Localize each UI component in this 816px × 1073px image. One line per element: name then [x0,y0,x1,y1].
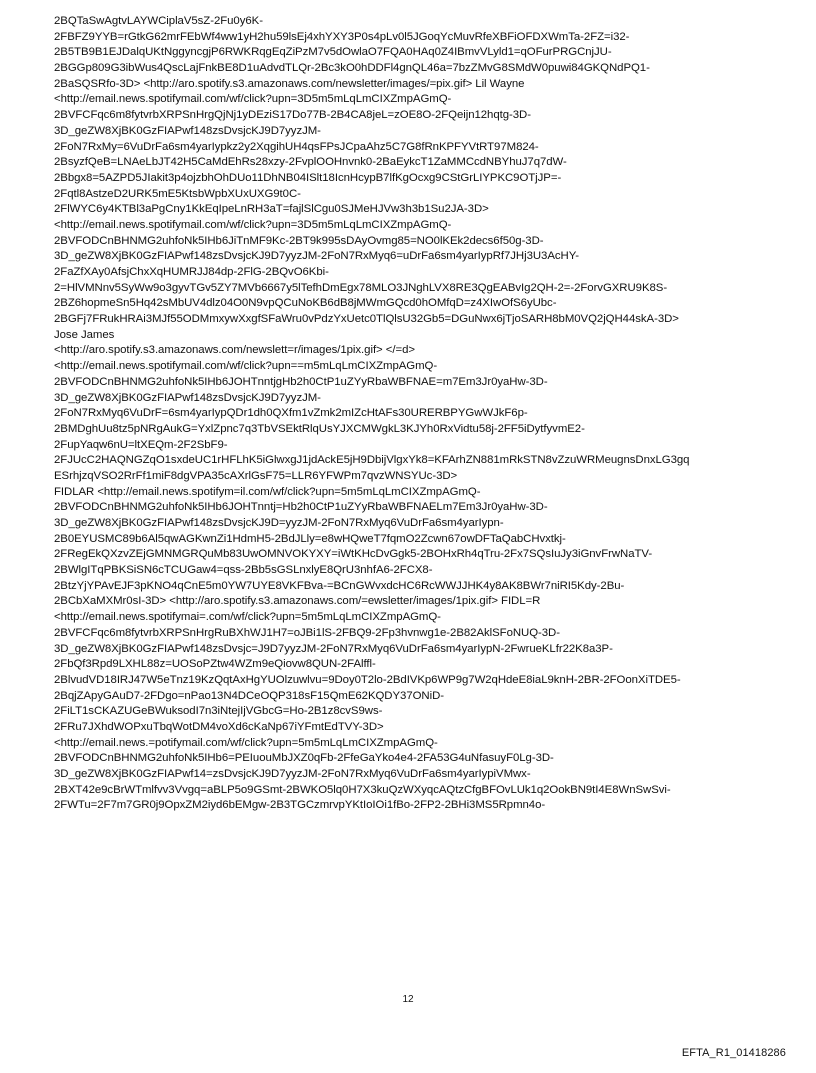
text-line: 2FupYaqw6nU=ltXEQm-2F2SbF9- [54,438,228,451]
text-line: 2FBFZ9YYB=rGtkG62mrFEbWf4ww1yH2hu59lsEj4xhYXY3P0s4pLv0l5JGoqYcMuvRfeXBFiOFDXWmTa-2FZ=i32- [54,30,630,43]
text-line: <http://email.news.spotifymail.com/wf/click?upn=3D5m5mLqLmCIXZmpAGmQ- [54,218,452,231]
page-number: 12 [402,994,414,1005]
text-line: 3D_geZW8XjBK0GzFIAPwf148zsDvsjcKJ9D7yyzJM- [54,124,321,137]
text-line: 2FiLT1sCKAZUGeBWuksodI7n3iNtejIjVGbcG=Ho-2B1z8cvS9ws- [54,705,383,718]
text-line: 2BVFODCnBHNMG2uhfoNk5IHb6=PEIuouMbJXZ0qFb-2FfeGaYko4e4-2FA53G4uNfasuyF0Lg-3D- [54,752,554,765]
text-line: 2BaSQSRfo-3D> <http://aro.spotify.s3.amazonaws.com/newsletter/images/=pix.gif> Lil Wayne [54,77,525,90]
text-line: <http://email.news.spotifymai=.com/wf/click?upn=5m5mLqLmCIXZmpAGmQ- [54,611,441,624]
text-line: Jose James [54,328,115,341]
text-line: 2BZ6hopmeSn5Hq42sMbUV4dlz04O0N9vpQCuNoKB6dB8jMWmGQcd0hOMfqD=z4XIwOfS6yUbc- [54,297,557,310]
text-line: 2Fqtl8AstzeD2URK5mE5KtsbWpbXUxUXG9t0C- [54,187,301,200]
text-line: FIDLAR <http://email.news.spotifym=il.com/wf/click?upn=5m5mLqLmCIXZmpAGmQ- [54,485,481,498]
text-line: 2BXT42e9cBrWTmlfvv3Vvgq=aBLP5o9GSmt-2BWKO5lq0H7X3kuQzWXyqcAQtzCfgBFOvLUk1q2OokBN9tI4E8WnSwSvi- [54,783,671,796]
text-line: 2FaZfXAy0AfsjChxXqHUMRJJ84dp-2FlG-2BQvO6Kbi- [54,266,329,278]
text-line: 2BVFODCnBHNMG2uhfoNk5IHb6JOHTnntj=Hb2h0CtP1uZYyRbaWBFNAELm7Em3Jr0yaHw-3D- [54,501,548,514]
text-line: 2BVFODCnBHNMG2uhfoNk5IHb6JOHTnntjgHb2h0CtP1uZYyRbaWBFNAE=m7Em3Jr0yaHw-3D- [54,375,548,388]
text-line: 3D_geZW8XjBK0GzFIAPwf148zsDvsjcKJ9D7yyzJM- [54,391,321,404]
text-line: <http://email.news.spotifymail.com/wf/click?upn=3D5m5mLqLmCIXZmpAGmQ- [54,93,452,106]
text-line: <http://email.news.spotifymail.com/wf/click?upn==m5mLqLmCIXZmpAGmQ- [54,360,438,373]
text-line: 2BMDghUu8tz5pNRgAukG=YxlZpnc7q3TbVSEktRlqUsYJXCMWgkL3KJYh0RxVidtu58j-2FF5iDytfyvmE2- [54,422,585,435]
text-line: 2BVFODCnBHNMG2uhfoNk5IHb6JiTnMF9Kc-2BT9k995sDAyOvmg85=NO0lKEk2decs6f50g-3D- [54,234,544,247]
text-line: 2FJUcC2HAQNGZqO1sxdeUC1rHFLhK5iGlwxgJ1jdAckE5jH9DbijVlgxYk8=KFArhZN881mRkSTN8vZzuWRMeugnsDnxLG3gq [54,454,690,467]
text-line: 2BWlgITqPBKSiSN6cTCUGaw4=qss-2Bb5sGSLnxlyE8QrU3nhfA6-2FCX8- [54,564,433,577]
text-line: 2BVFCFqc6m8fytvrbXRPSnHrgQjNj1yDEziS17Do77B-2B4CA8jeL=zOE8O-2FQeijn12hqtg-3D- [54,109,531,122]
text-line: 2BsyzfQeB=LNAeLbJT42H5CaMdEhRs28xzy-2FvplOOHnvnk0-2BaEykcT1ZaMMCcdNBYhuJ7q7dW- [54,156,567,169]
bates-number: EFTA_R1_01418286 [681,1047,786,1059]
text-line: 2=HlVMNnv5SyWw9o3gyvTGv5ZY7MVb6667y5lTefhDmEgx78MLO3JNghLVX8RE3QgEABvIg2QH-2=-2ForvGXRU9K8S- [54,281,668,294]
text-line: 2BlvudVD18IRJ47W5eTnz19KzQqtAxHgYUOlzuwlvu=9Doy0T2lo-2BdIVKp6WP9g7W2qHdeE8iaL9knH-2BR-2FOonXiTDE5- [54,673,681,686]
text-line: 3D_geZW8XjBK0GzFIAPwf148zsDvsjc=J9D7yyzJM-2FoN7RxMyq6VuDrFa6sm4yarIypN-2FwrueKLfr22K8a3P- [54,642,613,655]
text-line: 2B0EYUSMC89b6Al5qwAGKwnZi1HdmH5-2BdJLly=e8wHQweT7fqmO2Zcwn67owDFTaQabCHvxtkj- [54,532,566,545]
text-line: 2BCbXaMXMr0sI-3D> <http://aro.spotify.s3.amazonaws.com/=ewsletter/images/1pix.gif> FIDL=R [54,595,541,608]
text-line: 2FoN7RxMy=6VuDrFa6sm4yarIypkz2y2XqgihUH4qsFPsJCpaAhz5C7G8fRnKPFYVtRT97M824- [54,140,539,153]
text-line: 2FbQf3Rpd9LXHL88z=UOSoPZtw4WZm9eQiovw8QUN-2FAlffl- [54,658,376,671]
text-line: ESrhjzqVSO2RrFf1miF8dgVPA35cAXrlGsF75=LLR6YFWPm7qvzWNSYUc-3D> [54,469,458,482]
text-line: 2FRegEkQXzvZEjGMNMGRQuMb83UwOMNVOKYXY=iWtKHcDvGgk5-2BOHxRh4qTru-2Fx7SQsIuJy3iGnvFrwNaTV- [54,548,653,561]
text-line: 2B5TB9B1EJDalqUKtNggyncgjP6RWKRqgEqZiPzM7v5dOwlaO7FQA0HAq0Z4IBmvVLyld1=qOFurPRGCnjJU- [54,46,612,59]
text-line: 2BGGp809G3ibWus4QscLajFnkBE8D1uAdvdTLQr-2Bc3kO0hDDFl4gnQL46a=7bzZMvG8SMdW0puwi84GKQNdPQ1- [54,62,650,75]
text-line: <http://aro.spotify.s3.amazonaws.com/newslett=r/images/1pix.gif> </=d> [54,344,415,357]
text-line: 3D_geZW8XjBK0GzFIAPwf148zsDvsjcKJ9D7yyzJM-2FoN7RxMyq6=uDrFa6sm4yarIypRf7JHj3U3AcHY- [54,250,579,263]
text-line: 2FlWYC6y4KTBl3aPgCny1KkEqIpeLnRH3aT=fajlSlCgu0SJMeHJVw3h3b1Su2JA-3D> [54,203,489,216]
text-line: 2Bbgx8=5AZPD5JIakit3p4ojzbhOhDUo11DhNB04ISlt18IcnHcypB7lfKgOcxg9CStGrLIYPKC9OTjJP=- [54,171,562,184]
text-line: 2BGFj7FRukHRAi3MJf55ODMmxywXxgfSFaWru0vPdzYxUetc0TlQlsU32Gb5=DGuNwx6jTjoSARH8bM0VQ2jQH44skA-3D> [54,313,679,326]
text-line: 3D_geZW8XjBK0GzFIAPwf148zsDvsjcKJ9D=yyzJM-2FoN7RxMyq6VuDrFa6sm4yarIypn- [54,517,504,529]
text-line: <http://email.news.=potifymail.com/wf/click?upn=5m5mLqLmCIXZmpAGmQ- [54,736,438,749]
text-line: 2BqjZApyGAuD7-2FDgo=nPao13N4DCeOQP318sF15QmE62KQDY37ONiD- [54,689,444,702]
text-line: 2FRu7JXhdWOPxuTbqWotDM4voXd6cKaNp67iYFmtEdTVY-3D> [54,720,384,733]
document-body [54,14,770,814]
text-line: 2BVFCFqc6m8fytvrbXRPSnHrgRuBXhWJ1H7=oJBi1lS-2FBQ9-2Fp3hvnwg1e-2B82AklSFoNUQ-3D- [54,626,560,639]
text-line: 2FWTu=2F7m7GR0j9OpxZM2iyd6bEMgw-2B3TGCzmrvpYKtIoIOi1fBo-2FP2-2BHi3MS5Rpmn4o- [54,799,546,812]
text-line: 3D_geZW8XjBK0GzFIAPwf14=zsDvsjcKJ9D7yyzJM-2FoN7RxMyq6VuDrFa6sm4yarIypiVMwx- [54,768,531,780]
text-line: 2BQTaSwAgtvLAYWCiplaV5sZ-2Fu0y6K- [54,15,263,27]
text-line: 2BtzYjYPAvEJF3pKNO4qCnE5m0YW7UYE8VKFBva-=BCnGWvxdcHC6RcWWJJHK4y8AK8BWr7niRI5Kdy-2Bu- [54,579,625,592]
text-line: 2FoN7RxMyq6VuDrF=6sm4yarIypQDr1dh0QXfm1vZmk2mIZcHtAFs30URERBPYGwWJkF6p- [54,407,528,420]
